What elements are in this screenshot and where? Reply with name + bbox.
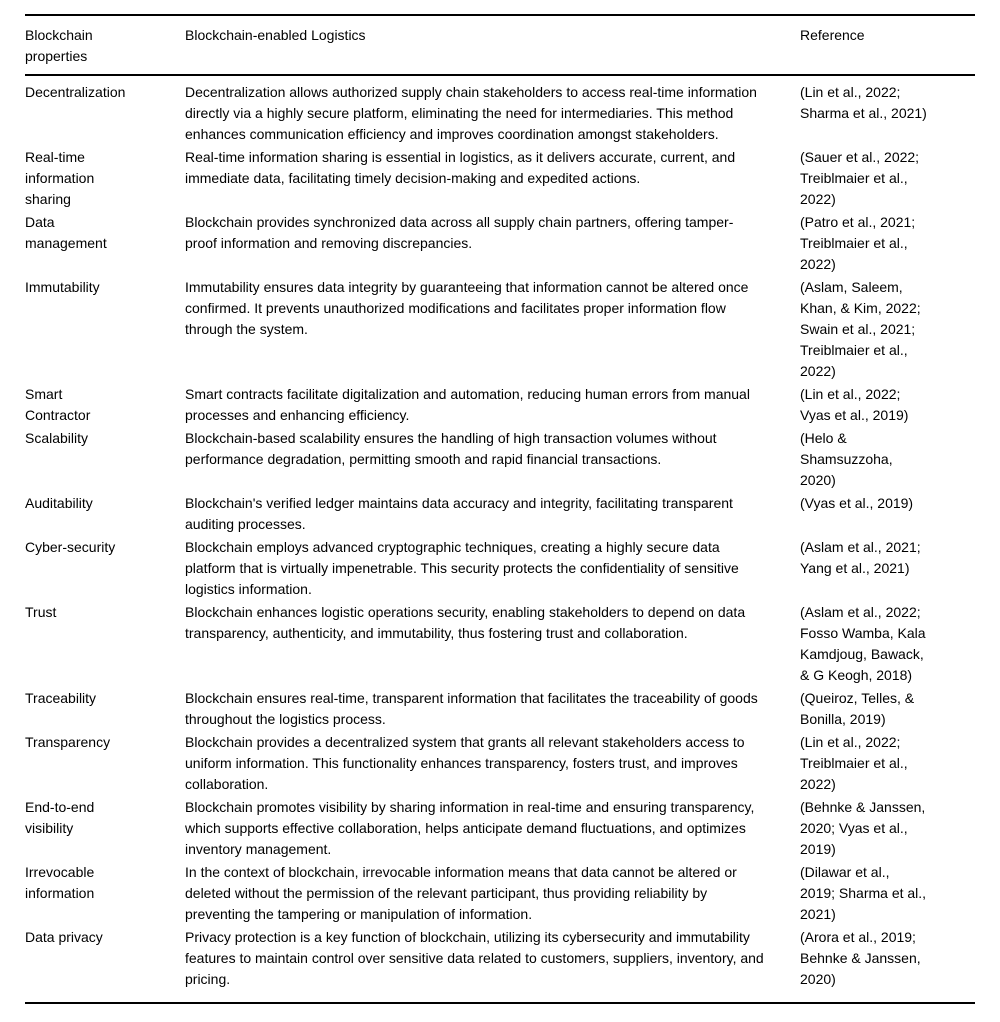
table-row bbox=[25, 277, 975, 384]
table-row bbox=[25, 75, 975, 147]
header-reference: Reference bbox=[800, 15, 975, 75]
description-cell: Blockchain provides synchronized data across all supply chain partners, offering tamper-proof information and removing discrepancies. bbox=[185, 214, 734, 251]
description-cell: Blockchain employs advanced cryptographic techniques, creating a highly secure data platform that is virtually impenetrable. This security protects the confidentiality of sensitive logistics information. bbox=[185, 539, 739, 597]
description-cell: Blockchain enhances logistic operations security, enabling stakeholders to depend on data transparency, authenticity, and immutability, thus fostering trust and collaboration. bbox=[185, 604, 746, 641]
table-row bbox=[25, 862, 975, 927]
property-cell: Data privacy bbox=[25, 929, 103, 945]
property-cell: Trust bbox=[25, 604, 57, 620]
property-cell: Traceability bbox=[25, 690, 97, 706]
reference-cell: (Aslam, Saleem, Khan, & Kim, 2022; Swain et al., 2021; Treiblmaier et al., 2022) bbox=[800, 279, 921, 379]
property-cell: Smart Contractor bbox=[25, 386, 91, 423]
table-row bbox=[25, 688, 975, 732]
table-row bbox=[25, 797, 975, 862]
property-cell: Auditability bbox=[25, 495, 93, 511]
description-cell: Blockchain provides a decentralized system that grants all relevant stakeholders access to uniform information. This functionality enhances transparency, fosters trust, and improves collaboration. bbox=[185, 734, 745, 792]
description-cell: Privacy protection is a key function of blockchain, utilizing its cybersecurity and immutability features to maintain control over sensitive data related to customers, suppliers, inventory, and pricing. bbox=[185, 929, 764, 987]
blockchain-properties-table bbox=[25, 14, 975, 1004]
description-cell: Real-time information sharing is essential in logistics, as it delivers accurate, current, and immediate data, facilitating timely decision-making and expedited actions. bbox=[185, 149, 736, 186]
property-cell: Scalability bbox=[25, 430, 89, 446]
property-cell: Irrevocable information bbox=[25, 864, 95, 901]
reference-cell: (Arora et al., 2019; Behnke & Janssen, 2020) bbox=[800, 929, 921, 987]
table-row bbox=[25, 384, 975, 428]
table-row bbox=[25, 732, 975, 797]
reference-cell: (Vyas et al., 2019) bbox=[800, 495, 914, 511]
reference-cell: (Lin et al., 2022; Treiblmaier et al., 2022) bbox=[800, 734, 908, 792]
description-cell: Immutability ensures data integrity by guaranteeing that information cannot be altered once confirmed. It prevents unauthorized modifications and facilitates proper information flow through the system. bbox=[185, 279, 749, 337]
reference-cell: (Aslam et al., 2021; Yang et al., 2021) bbox=[800, 539, 921, 576]
table-row bbox=[25, 428, 975, 493]
reference-cell: (Sauer et al., 2022; Treiblmaier et al., 2022) bbox=[800, 149, 920, 207]
table-row bbox=[25, 212, 975, 277]
reference-cell: (Behnke & Janssen, 2020; Vyas et al., 2019) bbox=[800, 799, 926, 857]
property-cell: Immutability bbox=[25, 279, 100, 295]
table-row bbox=[25, 493, 975, 537]
description-cell: In the context of blockchain, irrevocable information means that data cannot be altered or deleted without the permission of the relevant participant, thus providing reliability by preventing the tampering or manipulation of information. bbox=[185, 864, 737, 922]
reference-cell: (Aslam et al., 2022; Fosso Wamba, Kala Kamdjoug, Bawack, & G Keogh, 2018) bbox=[800, 604, 926, 683]
table-row bbox=[25, 602, 975, 688]
header-blockchain-properties: Blockchain properties bbox=[25, 15, 185, 75]
header-row bbox=[25, 15, 975, 75]
reference-cell: (Dilawar et al., 2019; Sharma et al., 2021) bbox=[800, 864, 927, 922]
reference-cell: (Helo & Shamsuzzoha, 2020) bbox=[800, 430, 893, 488]
property-cell: Real-time information sharing bbox=[25, 149, 95, 207]
reference-cell: (Queiroz, Telles, & Bonilla, 2019) bbox=[800, 690, 915, 727]
property-cell: Data management bbox=[25, 214, 107, 251]
description-cell: Blockchain promotes visibility by sharing information in real-time and ensuring transparency, which supports effective collaboration, helps anticipate demand fluctuations, and optimizes inventory management. bbox=[185, 799, 755, 857]
table-row bbox=[25, 147, 975, 212]
property-cell: Transparency bbox=[25, 734, 111, 750]
header-blockchain-enabled-logistics: Blockchain-enabled Logistics bbox=[185, 15, 800, 75]
reference-cell: (Patro et al., 2021; Treiblmaier et al., 2022) bbox=[800, 214, 916, 272]
reference-cell: (Lin et al., 2022; Vyas et al., 2019) bbox=[800, 386, 909, 423]
property-cell: End-to-end visibility bbox=[25, 799, 95, 836]
description-cell: Blockchain-based scalability ensures the handling of high transaction volumes without performance degradation, permitting smooth and rapid financial transactions. bbox=[185, 430, 717, 467]
description-cell: Decentralization allows authorized supply chain stakeholders to access real-time information directly via a highly secure platform, eliminating the need for intermediaries. This method enhances communication efficiency and improves coordination amongst stakeholders. bbox=[185, 84, 757, 142]
description-cell: Blockchain's verified ledger maintains data accuracy and integrity, facilitating transparent auditing processes. bbox=[185, 495, 733, 532]
property-cell: Cyber-security bbox=[25, 539, 116, 555]
property-cell: Decentralization bbox=[25, 84, 126, 100]
description-cell: Blockchain ensures real-time, transparent information that facilitates the traceability of goods throughout the logistics process. bbox=[185, 690, 758, 727]
table-row bbox=[25, 537, 975, 602]
reference-cell: (Lin et al., 2022; Sharma et al., 2021) bbox=[800, 84, 927, 121]
description-cell: Smart contracts facilitate digitalization and automation, reducing human errors from manual processes and enhancing efficiency. bbox=[185, 386, 750, 423]
table-row bbox=[25, 927, 975, 1003]
